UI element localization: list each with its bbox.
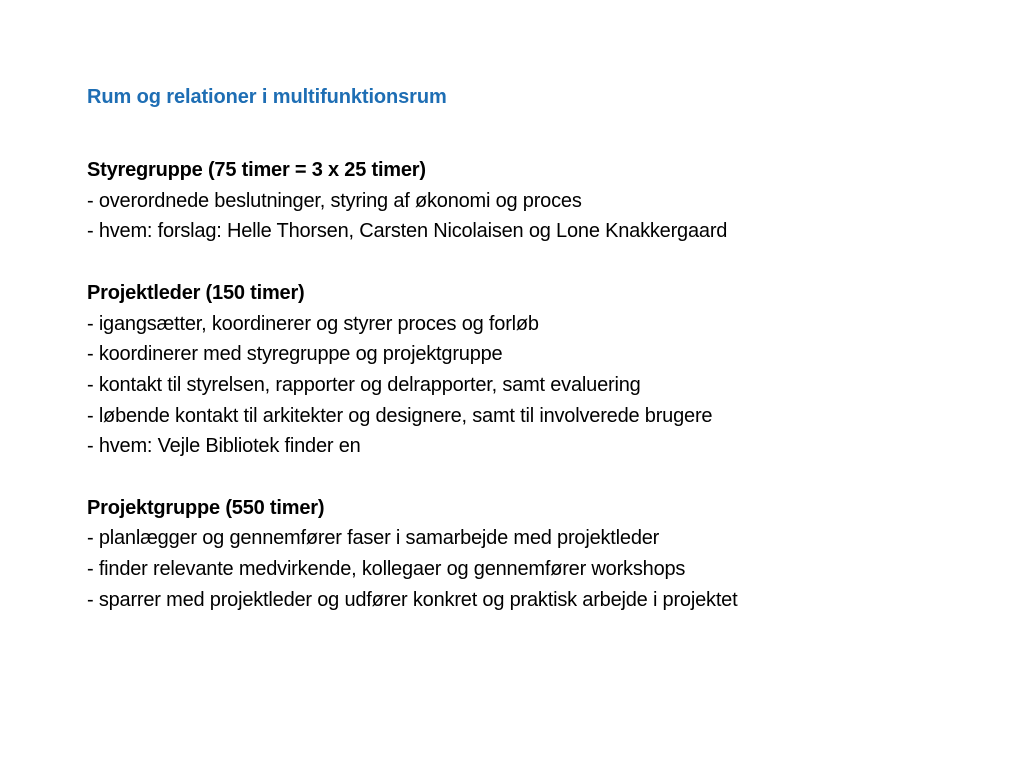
section-line: - planlægger og gennemfører faser i samarbejde med projektleder (87, 527, 660, 550)
section-line: - overordnede beslutninger, styring af økonomi og proces (87, 189, 582, 212)
section-styregruppe (87, 155, 987, 247)
section-line: - igangsætter, koordinerer og styrer proces og forløb (87, 312, 539, 335)
section-line: - koordinerer med styregruppe og projektgruppe (87, 343, 503, 366)
section-line: - sparrer med projektleder og udfører konkret og praktisk arbejde i projektet (87, 588, 738, 611)
section-line: - hvem: Vejle Bibliotek finder en (87, 435, 361, 458)
section-line: - løbende kontakt til arkitekter og designere, samt til involverede brugere (87, 404, 713, 427)
section-line: - kontakt til styrelsen, rapporter og delrapporter, samt evaluering (87, 373, 641, 396)
slide-body (87, 155, 987, 616)
section-projektleder (87, 278, 987, 462)
section-heading: Styregruppe (75 timer = 3 x 25 timer) (87, 159, 426, 181)
slide-title: Rum og relationer i multifunktionsrum (87, 86, 447, 108)
section-projektgruppe (87, 493, 987, 616)
section-heading: Projektgruppe (550 timer) (87, 496, 325, 519)
section-line: - finder relevante medvirkende, kollegaer og gennemfører workshops (87, 558, 686, 581)
section-line: - hvem: forslag: Helle Thorsen, Carsten Nicolaisen og Lone Knakkergaard (87, 220, 728, 243)
section-heading: Projektleder (150 timer) (87, 281, 305, 304)
